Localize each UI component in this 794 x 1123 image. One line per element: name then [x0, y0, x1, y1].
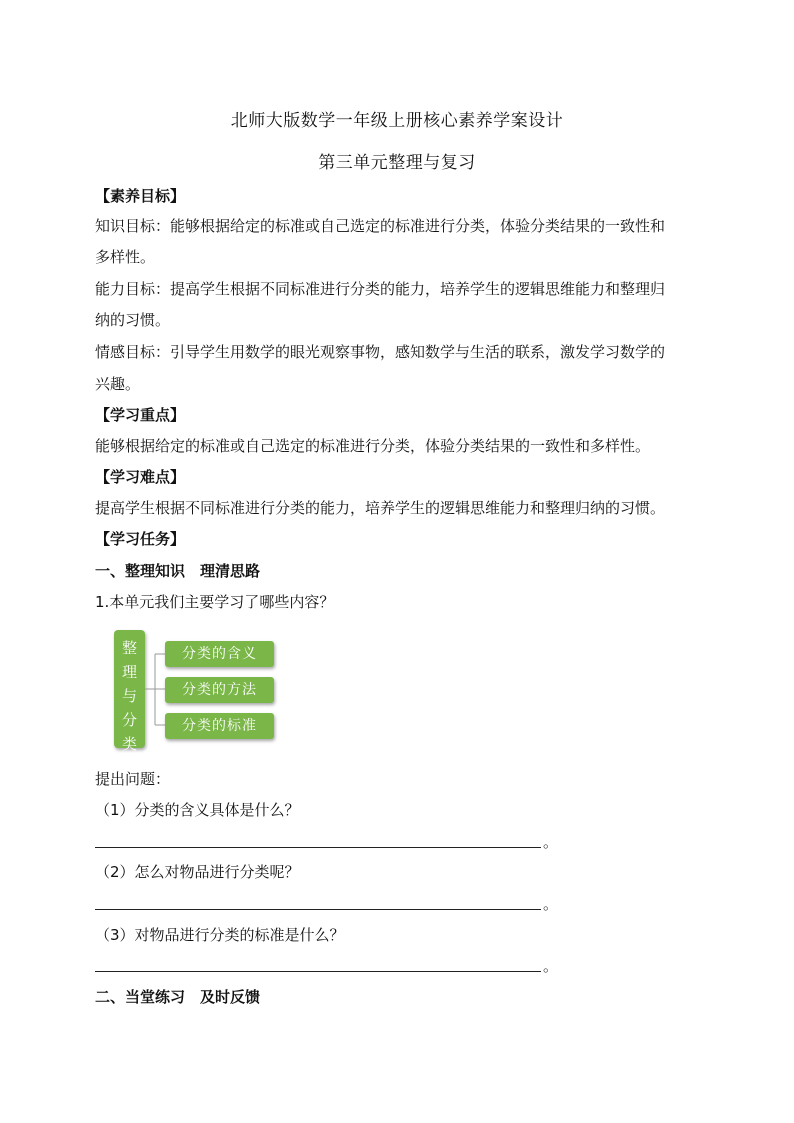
- document-subtitle: 第三单元整理与复习: [318, 153, 476, 173]
- ability-goal-line1: 能力目标：提高学生根据不同标准进行分类的能力，培养学生的逻辑思维能力和整理归: [95, 280, 666, 298]
- ability-goal-line2: 纳的习惯。: [95, 311, 171, 329]
- sub-question-3: （3）对物品进行分类的标准是什么？: [95, 926, 345, 944]
- diagram-connector: [145, 640, 167, 730]
- answer-line-1[interactable]: [95, 846, 541, 848]
- difficulty-heading: 【学习难点】: [95, 468, 186, 486]
- document-title: 北师大版数学一年级上册核心素养学案设计: [230, 111, 564, 131]
- question-1: 1.本单元我们主要学习了哪些内容？: [95, 593, 335, 611]
- diagram-root-char: 分: [121, 711, 137, 729]
- knowledge-goal-line2: 多样性。: [95, 248, 156, 266]
- ask-label: 提出问题：: [95, 770, 171, 788]
- knowledge-goal-line1: 知识目标：能够根据给定的标准或自己选定的标准进行分类，体验分类结果的一致性和: [95, 217, 666, 235]
- diagram-branch-meaning: 分类的含义: [165, 641, 274, 667]
- difficulty-text: 提高学生根据不同标准进行分类的能力，培养学生的逻辑思维能力和整理归纳的习惯。: [95, 499, 666, 517]
- diagram-branch-standard: 分类的标准: [165, 713, 274, 739]
- answer-period: 。: [543, 957, 559, 975]
- sub-question-1: （1）分类的含义具体是什么？: [95, 801, 300, 819]
- tasks-heading: 【学习任务】: [95, 530, 186, 548]
- diagram-branch-method: 分类的方法: [165, 677, 274, 703]
- answer-period: 。: [543, 833, 559, 851]
- diagram-root-char: 整: [121, 639, 137, 657]
- answer-line-2[interactable]: [95, 908, 541, 910]
- diagram-root-char: 与: [121, 687, 137, 705]
- emotion-goal-line1: 情感目标：引导学生用数学的眼光观察事物，感知数学与生活的联系，激发学习数学的: [95, 343, 666, 361]
- diagram-root-box: [114, 630, 145, 753]
- focus-text: 能够根据给定的标准或自己选定的标准进行分类，体验分类结果的一致性和多样性。: [95, 437, 651, 455]
- answer-line-3[interactable]: [95, 970, 541, 972]
- section1-heading: 一、整理知识 理清思路: [95, 562, 261, 580]
- focus-heading: 【学习重点】: [95, 406, 186, 424]
- diagram-root-char: 类: [121, 735, 137, 753]
- emotion-goal-line2: 兴趣。: [95, 375, 141, 393]
- answer-period: 。: [543, 895, 559, 913]
- section2-heading: 二、当堂练习 及时反馈: [95, 988, 261, 1006]
- goals-heading: 【素养目标】: [95, 187, 186, 205]
- sub-question-2: （2）怎么对物品进行分类呢？: [95, 863, 300, 881]
- diagram-root-char: 理: [121, 663, 137, 681]
